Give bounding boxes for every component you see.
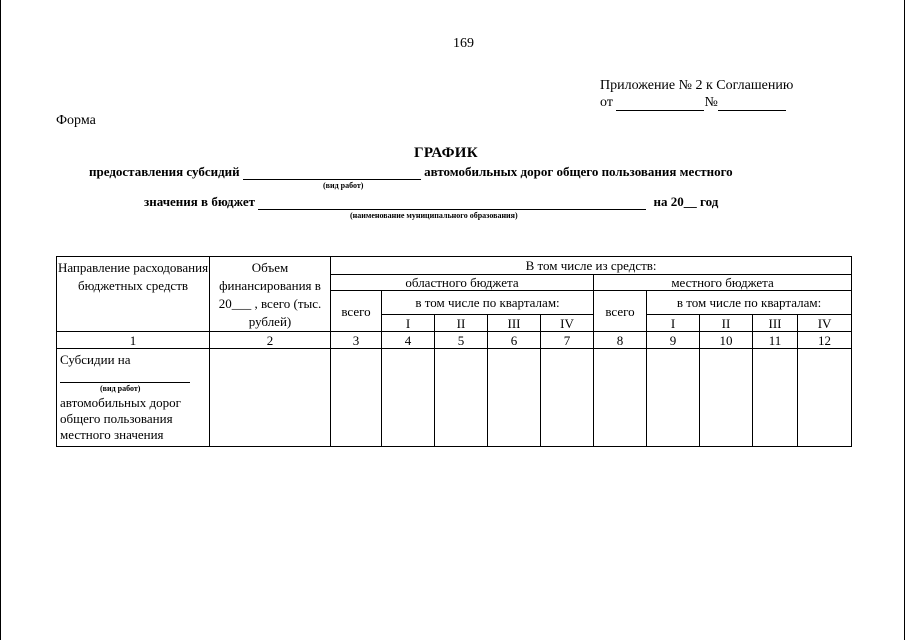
header-direction: Направление расходования бюджетных средств (57, 257, 210, 332)
subsidy-cell[interactable] (331, 349, 382, 447)
subsidy-cell[interactable] (700, 349, 753, 447)
column-number: 10 (700, 332, 753, 349)
title-line-2-suffix: на 20__ год (653, 194, 719, 209)
subsidy-cell[interactable] (594, 349, 647, 447)
subsidy-label-bottom: автомобильных дорог общего пользования местного значения (60, 395, 181, 442)
header-regional-budget: областного бюджета (331, 275, 594, 291)
column-number: 11 (753, 332, 798, 349)
appendix-block (600, 77, 793, 111)
subsidy-works-caption: (вид работ) (100, 384, 141, 393)
appendix-ot-label: от (600, 95, 613, 110)
column-number: 5 (435, 332, 488, 349)
subsidy-cell[interactable] (753, 349, 798, 447)
local-quarter-2: II (700, 315, 753, 332)
title-line-1-prefix: предоставления субсидий (89, 164, 240, 179)
column-number: 8 (594, 332, 647, 349)
column-number-row (57, 332, 852, 349)
local-quarter-4: IV (798, 315, 852, 332)
subsidy-cell[interactable] (488, 349, 541, 447)
appendix-no-label: № (704, 95, 718, 110)
appendix-title: Приложение № 2 к Соглашению (600, 78, 794, 93)
column-number: 1 (57, 332, 210, 349)
appendix-date-blank (616, 98, 704, 111)
subsidy-works-blank (60, 368, 190, 383)
subsidy-row (57, 349, 852, 447)
title-line-2-prefix: значения в бюджет (144, 194, 256, 209)
column-number: 9 (647, 332, 700, 349)
header-including: В том числе из средств: (331, 257, 852, 275)
title-line-1-suffix: автомобильных дорог общего пользования местного (424, 164, 733, 179)
page-number: 169 (453, 36, 474, 51)
works-type-caption: (вид работ) (323, 181, 364, 190)
municipal-name-blank (258, 197, 646, 210)
header-volume: Объем финансирования в 20___ , всего (тыс. рублей) (210, 257, 331, 332)
regional-quarter-3: III (488, 315, 541, 332)
header-local-total: всего (594, 291, 647, 332)
column-number: 3 (331, 332, 382, 349)
form-label: Форма (56, 113, 96, 128)
subsidy-cell[interactable] (210, 349, 331, 447)
header-regional-quarters: в том числе по кварталам: (382, 291, 594, 315)
appendix-number-blank (718, 98, 786, 111)
works-type-blank (243, 167, 421, 180)
column-number: 4 (382, 332, 435, 349)
subsidy-cell[interactable] (798, 349, 852, 447)
subsidy-cell[interactable] (382, 349, 435, 447)
header-local-budget: местного бюджета (594, 275, 852, 291)
header-local-quarters: в том числе по кварталам: (647, 291, 852, 315)
column-number: 12 (798, 332, 852, 349)
subsidy-cell[interactable] (435, 349, 488, 447)
subsidy-cell[interactable] (541, 349, 594, 447)
municipal-name-caption: (наименование муниципального образования) (350, 211, 518, 220)
header-regional-total: всего (331, 291, 382, 332)
column-number: 6 (488, 332, 541, 349)
title-line-2 (144, 194, 718, 210)
column-number: 2 (210, 332, 331, 349)
subsidy-cell[interactable] (647, 349, 700, 447)
regional-quarter-2: II (435, 315, 488, 332)
column-number: 7 (541, 332, 594, 349)
regional-quarter-1: I (382, 315, 435, 332)
subsidy-row-label (57, 349, 210, 447)
regional-quarter-4: IV (541, 315, 594, 332)
document-title: ГРАФИК (414, 145, 478, 161)
local-quarter-1: I (647, 315, 700, 332)
appendix-date-line (600, 94, 793, 111)
subsidy-label-top: Субсидии на (60, 352, 131, 367)
local-quarter-3: III (753, 315, 798, 332)
title-line-1 (89, 164, 733, 180)
schedule-table (56, 256, 852, 447)
